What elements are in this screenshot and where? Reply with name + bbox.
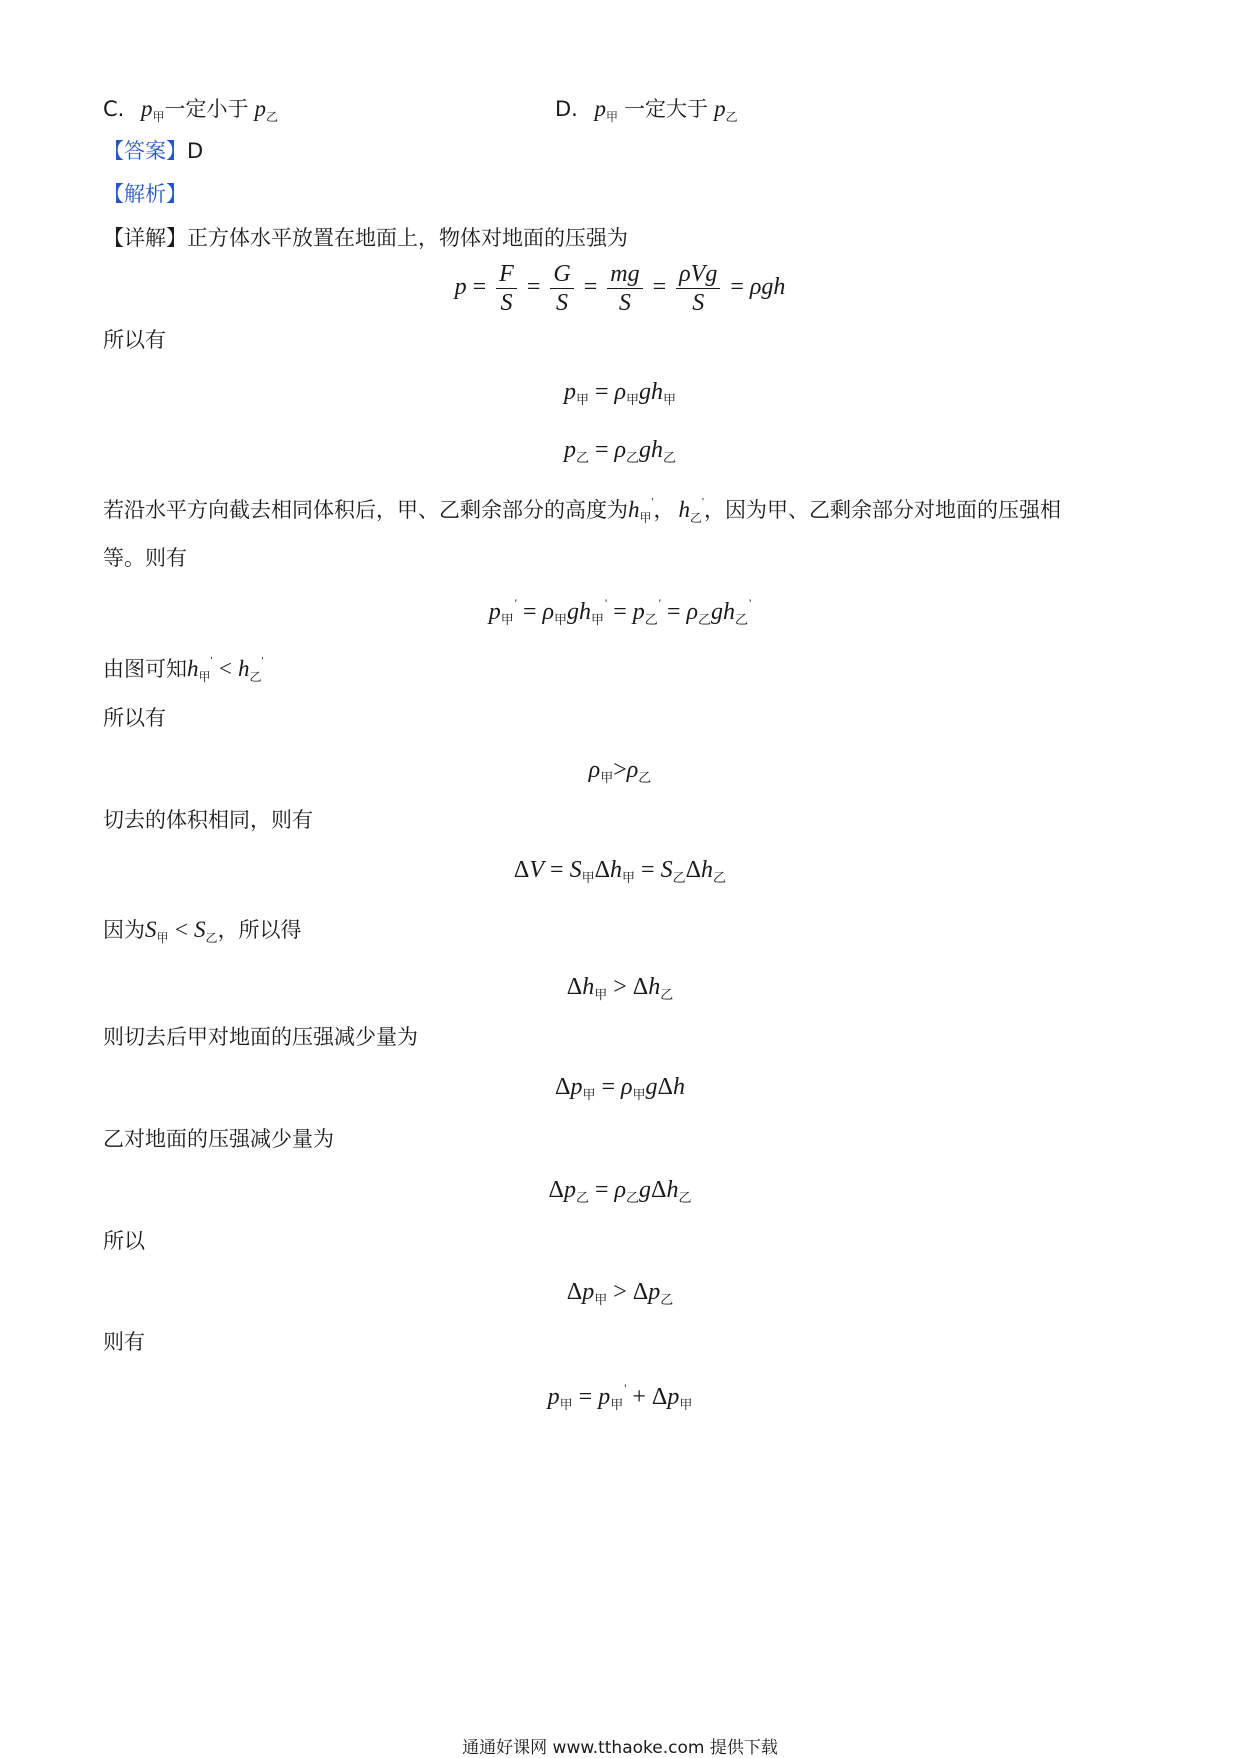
yi-decrease-line: 乙对地面的压强减少量为 (103, 1127, 334, 1151)
answer-value: D (187, 139, 204, 163)
formula-p-yi: $p_乙 = \rho_乙gh_乙$ (563, 437, 677, 466)
formula-delta-p-jia: $\Delta p_甲 = \rho_甲g\Delta h$ (555, 1074, 685, 1103)
formula-volume: $\Delta V = S_甲\Delta h_甲 = S_乙\Delta h_乙$ (513, 857, 727, 886)
analysis-tag: 【解析】 (103, 182, 187, 206)
formula-p-jia: $p_甲 = \rho_甲gh_甲$ (563, 379, 677, 408)
option-d-label: D. (555, 97, 578, 121)
option-d: D. $p_甲$ 一定大于 $p_乙$ (555, 96, 738, 124)
volume-same-line: 切去的体积相同，则有 (103, 808, 313, 832)
jia-decrease-line: 则切去后甲对地面的压强减少量为 (103, 1025, 418, 1049)
cut-intro-line-2: 等。则有 (103, 546, 187, 570)
answer-tag: 【答案】 (103, 139, 187, 163)
so-have-1: 所以有 (103, 328, 166, 352)
then-have-line: 则有 (103, 1330, 145, 1354)
formula-density-compare: $\rho_甲>\rho_乙$ (588, 757, 652, 786)
page-footer: 通通好课网 www.tthaoke.com 提供下载 (462, 1738, 778, 1758)
formula-p-jia-sum: $p_甲 = p_甲' + \Delta p_甲$ (547, 1381, 693, 1413)
option-c-label: C. (103, 97, 125, 121)
detail-tag: 【详解】 (103, 226, 187, 250)
formula-pressure-derivation: p = $\frac{F}{S}$ = $\frac{G}{S}$ = $\frac{mg}{S}$ = $\frac{\text{ρVg}}{S}$ = ρgh (454, 261, 786, 316)
formula-delta-h-compare: $\Delta h_甲 > \Delta h_乙$ (566, 974, 674, 1003)
so-line: 所以 (103, 1229, 145, 1253)
because-line: 因为$S_甲 < S_乙$，所以得 (103, 917, 302, 945)
detail-text: 正方体水平放置在地面上，物体对地面的压强为 (187, 226, 628, 250)
option-c: C. $p_甲$一定小于 $p_乙$ (103, 96, 279, 124)
formula-delta-p-compare: $\Delta p_甲 > \Delta p_乙$ (566, 1279, 674, 1308)
formula-delta-p-yi: $\Delta p_乙 = \rho_乙g\Delta h_乙$ (548, 1177, 692, 1206)
cut-intro-line: 若沿水平方向截去相同体积后，甲、乙剩余部分的高度为$h_甲'$， $h_乙'$，因为甲、乙剩余部分对地面的压强相 (103, 496, 1061, 525)
detail-line (103, 228, 628, 249)
so-have-2: 所以有 (103, 706, 166, 730)
answer-line (103, 141, 203, 162)
formula-remaining-pressure: $p_甲' = \rho_甲gh_甲' = p_乙' = \rho_乙gh_乙'$ (488, 596, 752, 628)
from-figure-line: 由图可知$h_甲' < h_乙'$ (103, 655, 264, 684)
